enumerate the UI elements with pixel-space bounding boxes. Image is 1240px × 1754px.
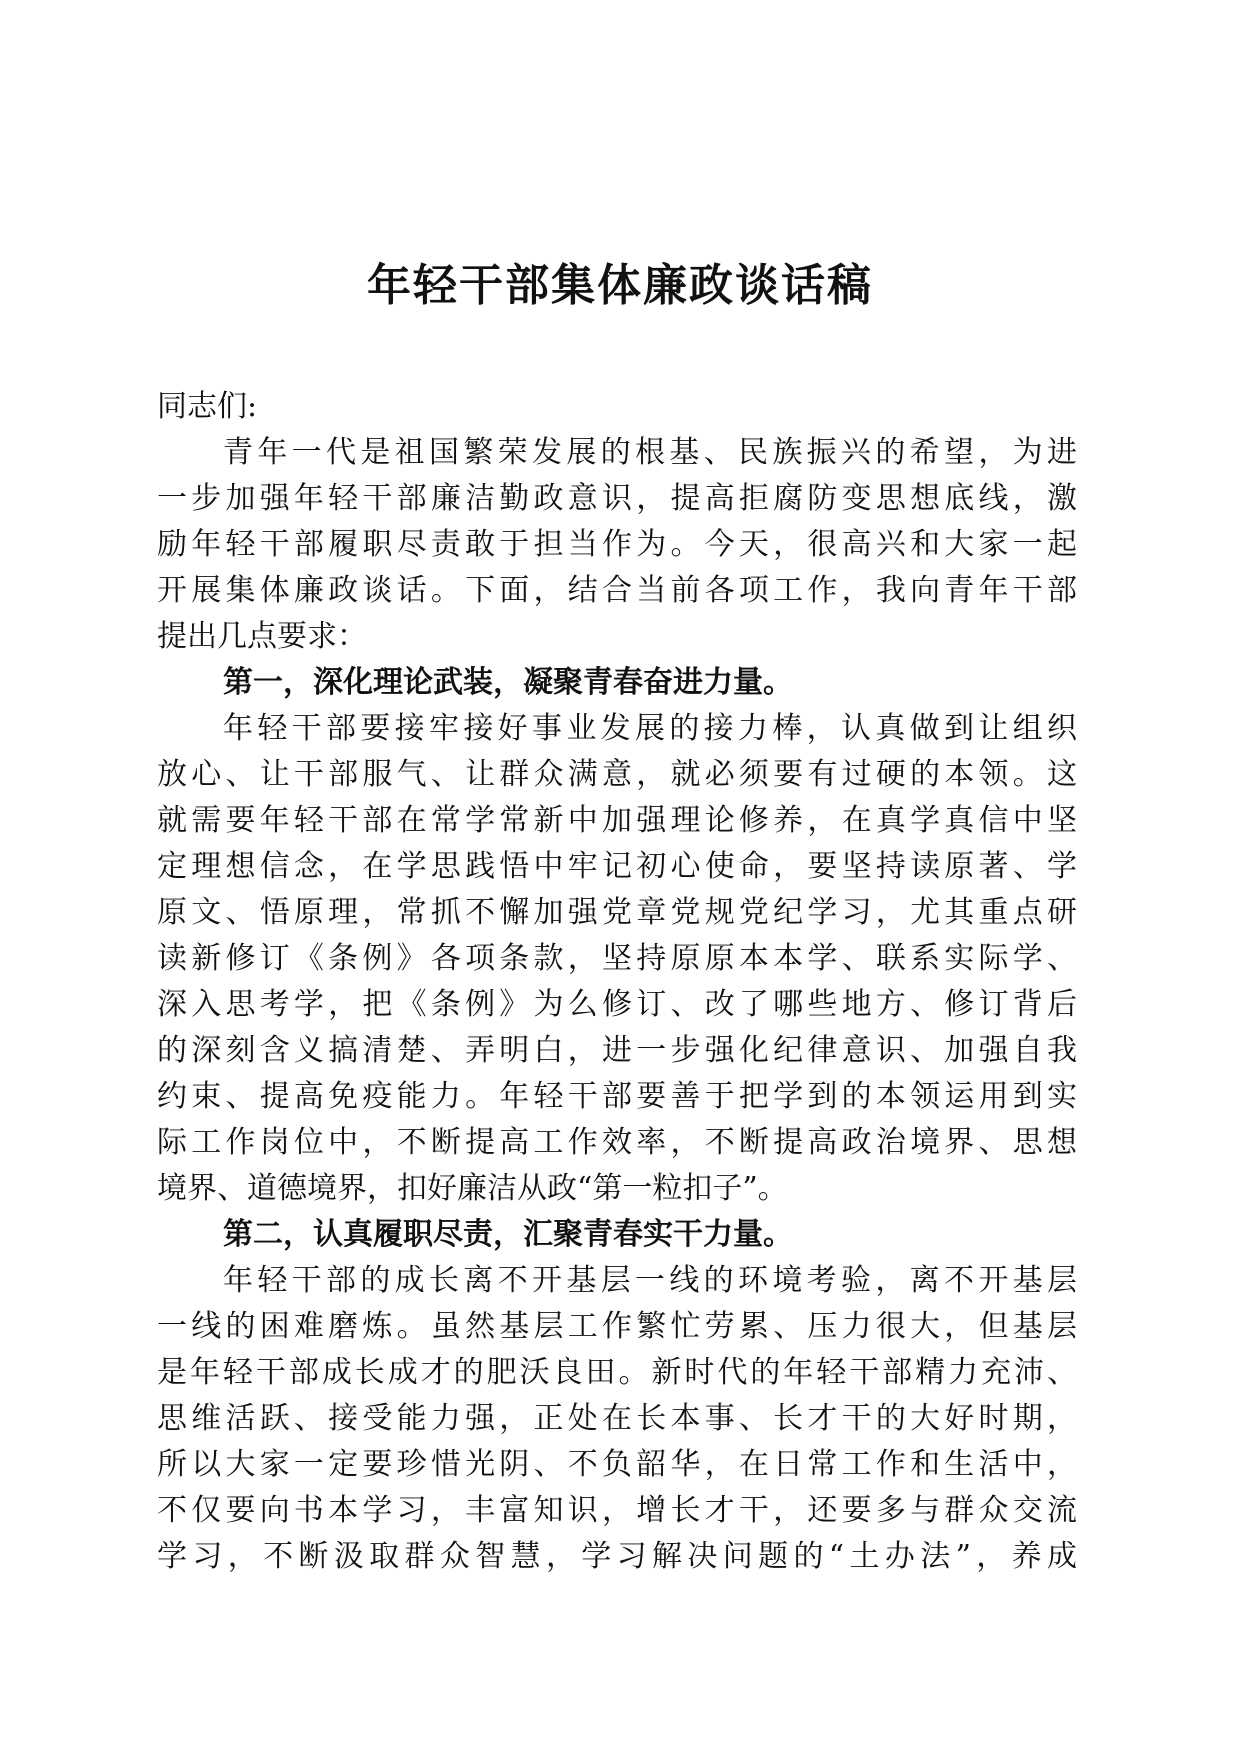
- paragraph-line: 励年轻干部履职尽责敢于担当作为。今天，很高兴和大家一起: [157, 527, 1077, 562]
- paragraph-line: 提出几点要求：: [157, 619, 367, 654]
- paragraph-line: 一线的困难磨炼。虽然基层工作繁忙劳累、压力很大，但基层: [157, 1309, 1077, 1344]
- paragraph-line: 就需要年轻干部在常学常新中加强理论修养，在真学真信中坚: [157, 803, 1077, 838]
- paragraph-line: 的深刻含义搞清楚、弄明白，进一步强化纪律意识、加强自我: [157, 1033, 1077, 1068]
- paragraph-line: 所以大家一定要珍惜光阴、不负韶华，在日常工作和生活中，: [157, 1447, 1077, 1482]
- paragraph-line: 年轻干部要接牢接好事业发展的接力棒，认真做到让组织: [223, 711, 1077, 746]
- paragraph-line: 一步加强年轻干部廉洁勤政意识，提高拒腐防变思想底线，激: [157, 481, 1077, 516]
- paragraph-line: 学习，不断汲取群众智慧，学习解决问题的“土办法”，养成: [157, 1539, 1077, 1574]
- document-title: 年轻干部集体廉政谈话稿: [367, 260, 873, 311]
- document-body: [157, 384, 1077, 1580]
- paragraph-line: 际工作岗位中，不断提高工作效率，不断提高政治境界、思想: [157, 1125, 1077, 1160]
- paragraph-line: 思维活跃、接受能力强，正处在长本事、长才干的大好时期，: [157, 1401, 1077, 1436]
- paragraph-line: 读新修订《条例》各项条款，坚持原原本本学、联系实际学、: [157, 941, 1077, 976]
- paragraph-line: 是年轻干部成长成才的肥沃良田。新时代的年轻干部精力充沛、: [157, 1355, 1077, 1390]
- paragraph-line: 青年一代是祖国繁荣发展的根基、民族振兴的希望，为进: [223, 435, 1077, 470]
- paragraph-line: 约束、提高免疫能力。年轻干部要善于把学到的本领运用到实: [157, 1079, 1077, 1114]
- paragraph-line: 不仅要向书本学习，丰富知识，增长才干，还要多与群众交流: [157, 1493, 1077, 1528]
- salutation: 同志们:: [157, 389, 258, 424]
- paragraph-line: 开展集体廉政谈话。下面，结合当前各项工作，我向青年干部: [157, 573, 1077, 608]
- paragraph-line: 原文、悟原理，常抓不懈加强党章党规党纪学习，尤其重点研: [157, 895, 1077, 930]
- paragraph-line: 年轻干部的成长离不开基层一线的环境考验，离不开基层: [223, 1263, 1077, 1298]
- paragraph-line: 深入思考学，把《条例》为么修订、改了哪些地方、修订背后: [157, 987, 1077, 1022]
- section-heading-2: 第二，认真履职尽责，汇聚青春实干力量。: [223, 1217, 793, 1252]
- paragraph-line: 定理想信念，在学思践悟中牢记初心使命，要坚持读原著、学: [157, 849, 1077, 884]
- section-heading-1: 第一，深化理论武装，凝聚青春奋进力量。: [223, 665, 793, 700]
- paragraph-line: 放心、让干部服气、让群众满意，就必须要有过硬的本领。这: [157, 757, 1077, 792]
- paragraph-line: 境界、道德境界，扣好廉洁从政“第一粒扣子”。: [157, 1171, 788, 1206]
